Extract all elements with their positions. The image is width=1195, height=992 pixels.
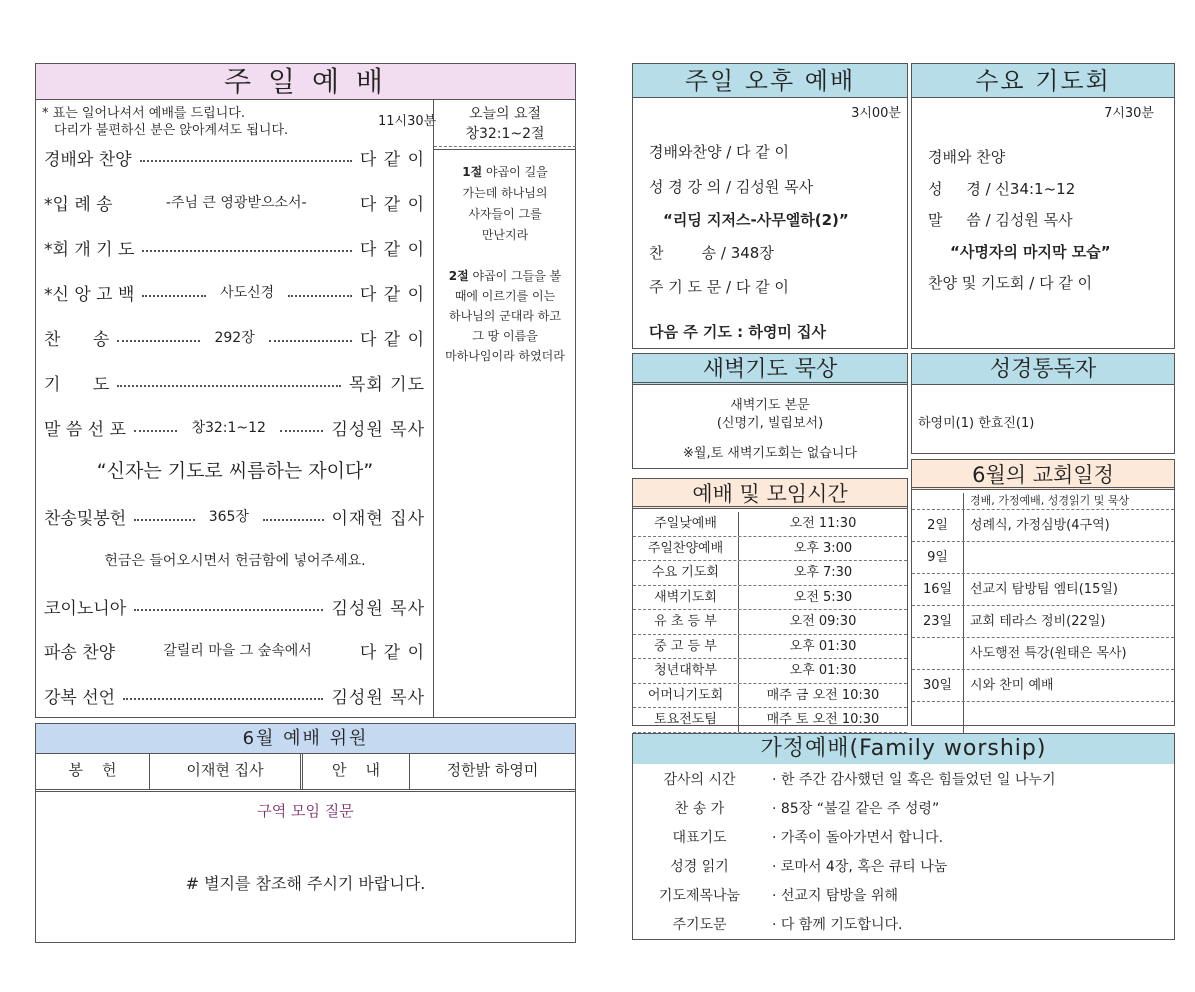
schedule-time: 오후 01:30	[789, 663, 857, 678]
order-row	[44, 142, 425, 172]
order-mid: 갈릴리 마을 그 숲속에서	[163, 643, 312, 659]
wednesday-time: 7시30분	[1104, 106, 1154, 121]
order-label: 경배와 찬양	[44, 149, 132, 170]
order-value: 다 같 이	[359, 149, 425, 170]
family-title: 가정예배(Family worship)	[633, 734, 1174, 764]
calendar-date: 23일	[912, 606, 964, 637]
calendar-row	[912, 542, 1174, 574]
order-row	[44, 501, 425, 531]
schedule-time: 오전 5:30	[793, 589, 853, 605]
verse-title: 오늘의 요절	[468, 106, 542, 122]
dawn-prayer-panel	[632, 353, 908, 469]
group-question-title: 구역 모임 질문	[257, 802, 354, 820]
schedule-time: 오전 11:30	[789, 516, 857, 531]
leader-dots	[288, 295, 352, 297]
order-row	[44, 635, 425, 665]
leader-dots	[142, 250, 352, 252]
order-value: 김성원 목사	[331, 598, 425, 619]
verse-line: 가는데 하나님의	[462, 186, 548, 200]
leader-dots	[117, 340, 200, 342]
family-row	[633, 882, 1174, 911]
family-label: 찬 송 가	[674, 801, 725, 817]
order-row	[44, 277, 425, 307]
sermon-title: “신자는 기도로 씨름하는 자이다”	[96, 460, 374, 482]
order-value: 김성원 목사	[331, 687, 425, 708]
calendar-date-cell	[912, 493, 964, 509]
schedule-table	[633, 512, 907, 733]
order-label: 파송 찬양	[44, 642, 116, 663]
readers-list: 하영미(1) 한효진(1)	[918, 416, 1035, 431]
verse-line: 만난지라	[481, 228, 529, 242]
schedule-label: 청년대학부	[633, 659, 739, 683]
readers-title: 성경통독자	[912, 354, 1174, 385]
leader-dots	[263, 519, 324, 521]
schedule-row	[633, 684, 907, 709]
sunday-worship-panel	[35, 63, 576, 718]
calendar-header-row	[912, 493, 1174, 510]
wednesday-line: 말 씀 / 김성원 목사	[928, 211, 1073, 229]
schedule-label: 새벽기도회	[633, 586, 739, 610]
schedule-time: 매주 토 오전 10:30	[766, 712, 880, 727]
calendar-date: 2일	[912, 510, 964, 541]
order-label: *신 앙 고 백	[44, 284, 135, 305]
order-value: 다 같 이	[359, 329, 426, 350]
dawn-line: 새벽기도 본문	[730, 398, 810, 413]
committee-role: 안 내	[303, 754, 410, 789]
calendar-date: 30일	[912, 670, 964, 701]
verse-ref: 창32:1~2절	[434, 124, 576, 147]
family-text: · 가족이 돌아가면서 합니다.	[772, 830, 944, 846]
family-text: · 한 주간 감사했던 일 혹은 힘들었던 일 나누기	[772, 772, 1056, 788]
schedule-row	[633, 512, 907, 537]
schedule-row	[633, 610, 907, 635]
order-label: 강복 선언	[44, 687, 116, 708]
committee-panel	[35, 723, 576, 943]
verse-1	[434, 162, 576, 246]
leader-dots	[269, 340, 352, 342]
verse-line: 때에 이르기를 이는	[454, 289, 556, 303]
dawn-title: 새벽기도 묵상	[633, 354, 907, 385]
order-label: 기 도	[44, 374, 110, 395]
verse-line: 그 땅 이름을	[472, 329, 538, 343]
afternoon-title: 주일 오후 예배	[633, 64, 907, 98]
sunday-worship-title: 주 일 예 배	[36, 64, 575, 100]
calendar-event	[964, 542, 1174, 573]
committee-role: 봉 헌	[36, 754, 150, 789]
family-row	[633, 911, 1174, 940]
family-text: · 다 함께 기도합니다.	[772, 917, 903, 933]
afternoon-line: “리딩 지저스-사무엘하(2)”	[663, 211, 849, 229]
schedule-title: 예배 및 모임시간	[633, 479, 907, 509]
calendar-row	[912, 510, 1174, 542]
family-text: · 로마서 4장, 혹은 큐티 나눔	[772, 859, 948, 875]
afternoon-line: 찬 송 / 348장	[649, 244, 774, 262]
committee-row	[36, 754, 575, 792]
schedule-time: 오후 7:30	[793, 565, 853, 580]
schedule-label: 주일찬양예배	[633, 537, 739, 561]
leader-dots	[140, 160, 352, 162]
order-row	[44, 412, 425, 442]
calendar-row	[912, 638, 1174, 670]
order-value: 다 같 이	[359, 194, 425, 215]
order-row	[44, 322, 425, 352]
afternoon-time: 3시00분	[851, 106, 901, 121]
order-row	[44, 187, 425, 217]
family-worship-panel	[632, 733, 1175, 940]
wednesday-line: 성 경 / 신34:1~12	[928, 180, 1076, 198]
order-value: 다 같 이	[359, 284, 425, 305]
schedule-label: 유 초 등 부	[633, 610, 739, 634]
family-text: · 85장 “불길 같은 주 성령”	[772, 801, 940, 817]
calendar-event: 성례식, 가정심방(4구역)	[970, 518, 1110, 533]
schedule-row	[633, 635, 907, 660]
family-row	[633, 824, 1174, 853]
calendar-header: 경배, 가정예배, 성경읽기 및 묵상	[970, 494, 1130, 507]
verse-num: 1절	[462, 165, 483, 179]
calendar-title: 6월의 교회일정	[912, 460, 1174, 490]
church-calendar-panel	[911, 459, 1175, 726]
leader-dots	[134, 430, 178, 432]
verse-column	[433, 100, 576, 717]
order-row	[44, 232, 425, 262]
order-label: 말 씀 선 포	[44, 419, 126, 440]
schedule-label: 주일낮예배	[633, 512, 739, 536]
family-label: 기도제목나눔	[658, 888, 741, 904]
service-time: 11시30분	[378, 114, 437, 129]
wednesday-line: 찬양 및 기도회 / 다 같 이	[928, 274, 1093, 292]
order-row	[44, 591, 425, 621]
offering-note: 헌금은 들어오시면서 헌금함에 넣어주세요.	[104, 553, 366, 569]
family-list	[633, 766, 1174, 940]
order-label: *회 개 기 도	[44, 239, 135, 260]
committee-person: 정한밝 하영미	[446, 761, 539, 779]
calendar-event: 선교지 탐방팀 엠티(15일)	[970, 582, 1118, 597]
wednesday-title: 수요 기도회	[912, 64, 1174, 98]
order-mid: 292장	[214, 330, 255, 346]
family-label: 대표기도	[672, 830, 727, 846]
family-row	[633, 853, 1174, 882]
calendar-date: 9일	[912, 542, 964, 573]
family-row	[633, 795, 1174, 824]
verse-line: 하나님의 군대라 하고	[449, 309, 561, 323]
afternoon-line: 주 기 도 문 / 다 같 이	[649, 278, 789, 296]
family-label: 성경 읽기	[670, 859, 729, 875]
schedule-label: 토요전도팀	[633, 708, 739, 732]
order-mid: -주님 큰 영광받으소서-	[165, 195, 307, 211]
verse-line: 야곱이 길을	[482, 165, 548, 179]
leader-dots	[123, 698, 323, 700]
verse-2	[434, 266, 576, 366]
schedule-row	[633, 561, 907, 586]
order-value: 김성원 목사	[331, 419, 425, 440]
order-value: 다 같 이	[359, 642, 425, 663]
schedule-time: 오전 09:30	[789, 614, 857, 629]
family-text: · 선교지 탐방을 위해	[772, 888, 898, 904]
schedule-time: 오후 3:00	[793, 540, 853, 556]
committee-person: 이재현 집사	[150, 754, 303, 789]
verse-line: 야곱이 그들을 볼	[468, 269, 562, 283]
afternoon-worship-panel	[632, 63, 908, 349]
family-row	[633, 766, 1174, 795]
verse-num: 2절	[448, 269, 469, 283]
order-value: 이재현 집사	[331, 508, 426, 529]
schedule-row	[633, 659, 907, 684]
schedule-row	[633, 586, 907, 611]
committee-title: 6월 예배 위원	[36, 724, 575, 754]
leader-dots	[117, 385, 341, 387]
family-label: 감사의 시간	[663, 772, 736, 788]
calendar-row	[912, 574, 1174, 606]
calendar-event: 사도행전 특강(원태은 목사)	[970, 646, 1127, 661]
wednesday-prayer-panel	[911, 63, 1175, 349]
calendar-row	[912, 670, 1174, 702]
group-question-note: # 별지를 참조해 주시기 바랍니다.	[185, 874, 426, 893]
family-label: 주기도문	[672, 917, 727, 933]
afternoon-line: 다음 주 기도 : 하영미 집사	[649, 323, 827, 341]
calendar-event: 시와 찬미 예배	[970, 678, 1054, 693]
verse-line: 사자들이 그를	[468, 207, 542, 221]
calendar-date	[912, 638, 964, 669]
order-row	[44, 680, 425, 710]
schedule-time: 매주 금 오전 10:30	[766, 687, 880, 703]
calendar-date	[912, 702, 964, 733]
verse-line: 마하나임이라 하였더라	[445, 349, 565, 363]
calendar-row	[912, 702, 1174, 734]
order-value: 다 같 이	[359, 239, 425, 260]
wednesday-line: “사명자의 마지막 모습”	[950, 243, 1111, 261]
order-row	[44, 367, 425, 397]
dawn-line: (신명기, 빌립보서)	[716, 416, 824, 431]
calendar-date: 16일	[912, 574, 964, 605]
order-mid: 365장	[208, 509, 249, 525]
bible-readers-panel	[911, 353, 1175, 454]
leader-dots	[134, 519, 195, 521]
order-label: 찬송및봉헌	[44, 508, 127, 529]
leader-dots	[134, 609, 323, 611]
afternoon-line: 경배와찬양 / 다 같 이	[649, 143, 790, 161]
leader-dots	[280, 430, 324, 432]
dawn-note: ※월,토 새벽기도회는 없습니다	[683, 446, 857, 461]
calendar-event: 교회 테라스 정비(22일)	[970, 614, 1106, 629]
order-mid: 창32:1~12	[191, 420, 266, 436]
meeting-schedule-panel	[632, 478, 908, 726]
schedule-time: 오후 01:30	[789, 638, 857, 654]
calendar-row	[912, 606, 1174, 638]
order-value: 목회 기도	[348, 374, 425, 395]
stand-note-2: 다리가 불편하신 분은 앉아계셔도 됩니다.	[54, 123, 289, 138]
stand-note: * 표는 일어나셔서 예배를 드립니다.	[42, 106, 245, 121]
order-mid: 사도신경	[220, 285, 275, 301]
schedule-row	[633, 708, 907, 733]
schedule-label: 중 고 등 부	[633, 635, 739, 659]
schedule-label: 수요 기도회	[633, 561, 739, 585]
calendar-event	[964, 702, 1174, 733]
order-label: *입 례 송	[44, 194, 113, 215]
afternoon-line: 성 경 강 의 / 김성원 목사	[649, 178, 814, 196]
schedule-label: 어머니기도회	[633, 684, 739, 708]
leader-dots	[142, 295, 206, 297]
calendar-table	[912, 493, 1174, 725]
schedule-row	[633, 537, 907, 562]
order-label: 찬 송	[44, 329, 110, 350]
wednesday-line: 경배와 찬양	[928, 148, 1006, 166]
order-label: 코이노니아	[44, 598, 127, 619]
